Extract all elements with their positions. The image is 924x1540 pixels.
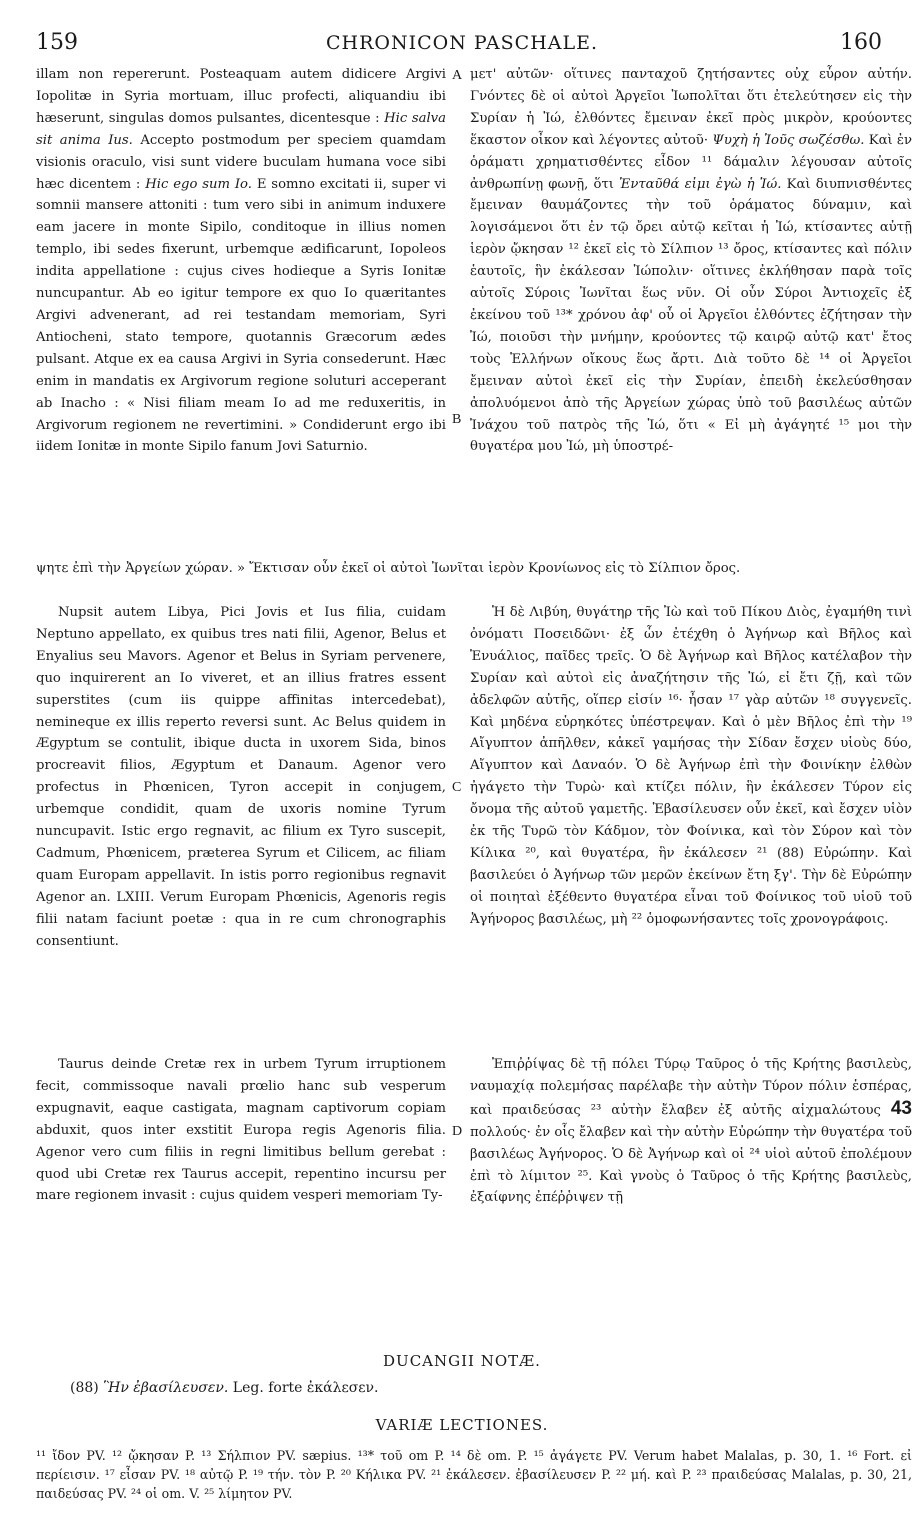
greek-paragraph-3: Ἐπιῤῥίψας δὲ τῇ πόλει Τύρῳ Ταῦρος ὁ τῆς Κρήτης βασιλεὺς, ναυμαχίᾳ πολεμήσας παρέλαβε τὴν αὐτὴν Τύρον πόλιν ἑσπέρας, καὶ πραιδεύσας ²³ αὐτὴν ἔλαβεν ἐξ αὐτῆς αἰχμαλώτους 43 πολλούς· ἐν οἷς ἔλαβεν καὶ τὴν αὐτὴν Εὐρώπην τὴν θυγατέρα τοῦ βασιλέως Ἀγήνορος. Ὁ δὲ Ἀγήνωρ καὶ οἱ ²⁴ υἱοὶ αὐτοῦ ἐπολέμουν ἐπὶ τὸ λίμιτον ²⁵. Καὶ γνοὺς ὁ Ταῦρος ὁ τῆς Κρήτης βασιλεὺς, ἐξαίφνης ἐπέῤῥιψεν τῇ xyxy=(470,1057,912,1206)
page-number-left: 159 xyxy=(36,30,78,55)
page-marker-number: 43 xyxy=(890,1097,912,1119)
latin-column-part1 xyxy=(36,64,446,458)
running-title: CHRONICON PASCHALE. xyxy=(325,32,599,54)
section-marker-b: B xyxy=(452,412,462,427)
varia-title: VARIÆ LECTIONES. xyxy=(375,1416,549,1434)
latin-paragraph-2: Nupsit autem Libya, Pici Jovis et Ius filia, cuidam Neptuno appellato, ex quibus tres nati filii, Agenor, Belus et Enyalius seu Mavors. Agenor et Belus in Syriam pervenere, quo inquirerent an Io viveret, et an illius fratres essent superstites (cum iis quippe affinitas intercedebat), nemineque ex illis reperto reversi sunt. Ac Belus quidem in Ægyptum se contulit, ibique ducta in uxorem Sida, binos procreavit filios, Ægyptum et Danaum. Agenor vero profectus in Phœnicen, Tyron accepit in conjugem, urbemque condidit, quam de uxoris nomine Tyrum nuncupavit. Istic ergo regnavit, ac filium ex Tyro suscepit, Cadmum, Phœnicem, præterea Syrum et Cilicem, ac filiam quam Europam appellavit. In istis porro regionibus regnavit Agenor an. LXIII. Verum Europam Phœnicis, Agenoris regis filii natam faciunt poetæ : qua in re cum chronographis consentiunt. xyxy=(36,605,446,949)
varia-text: ¹¹ ἴδον PV. ¹² ᾤκησαν P. ¹³ Σήλπιον PV. sæpius. ¹³* τοῦ om P. ¹⁴ δὲ om. P. ¹⁵ ἀγάγετε PV. Verum habet Malalas, p. 30, 1. ¹⁶ Fort. εἰ περίεισιν. ¹⁷ εἶσαν PV. ¹⁸ αὐτῷ P. ¹⁹ τήν. τὸν P. ²⁰ Κήλικα PV. ²¹ ἐκάλεσεν. ἐβασίλευσεν P. ²² μή. καὶ P. ²³ πραιδεύσας Malalas, p. 30, 21, παιδεύσας PV. ²⁴ οἱ om. V. ²⁵ λίμητον PV. xyxy=(36,1448,912,1501)
greek-column-part1 xyxy=(470,64,912,458)
latin-paragraph-3: Taurus deinde Cretæ rex in urbem Tyrum irruptionem fecit, commissoque navali prœlio hanc sub vesperum expugnavit, eaque castigata, magnam captivorum copiam abduxit, quos inter exstitit Europa regis Agenoris filia. Agenor vero cum filiis in regni limitibus bellum gerebat : quod ubi Cretæ rex Taurus accepit, repentino incursu per mare regionem invasit : cujus quidem vesperi memoriam Ty- xyxy=(36,1057,446,1204)
section-marker-a: A xyxy=(452,68,463,83)
note-88: (88) Ἣν ἐβασίλευσεν. Leg. forte ἐκάλεσεν. xyxy=(70,1380,379,1396)
section-marker-d: D xyxy=(452,1124,463,1139)
greek-paragraph-1: μετ' αὐτῶν· οἵτινες πανταχοῦ ζητήσαντες οὐχ εὗρον αὐτήν. Γνόντες δὲ οἱ αὐτοὶ Ἀργεῖοι Ἰωπολῖται ὅτι ἐτελεύτησεν εἰς τὴν Συρίαν ἡ Ἰώ, ἐλθόντες ἔμειναν ἐκεῖ πρὸς μικρὸν, κρούοντες ἕκαστον οἶκον καὶ λέγοντες αὐτοῦ· Ψυχὴ ἡ Ἰοῦς σωζέσθω. Καὶ ἐν ὁράματι χρηματισθέντες εἶδον ¹¹ δάμαλιν λέγουσαν αὐτοῖς ἀνθρωπίνῃ φωνῇ, ὅτι Ἐνταῦθά εἰμι ἐγὼ ἡ Ἰώ. Καὶ διυπνισθέντες ἔμειναν θαυμάζοντες τὴν τοῦ ὁράματος δύναμιν, καὶ λογισάμενοι ὅτι ἐν τῷ ὄρει αὐτῷ κεῖται ἡ Ἰώ, κτίσαντες αὐτῇ ἱερὸν ᾤκησαν ¹² ἐκεῖ εἰς τὸ Σίλπιον ¹³ ὄρος, κτίσαντες καὶ πόλιν ἑαυτοῖς, ἣν ἐκάλεσαν Ἰώπολιν· οἵτινες ἐκλήθησαν παρὰ τοῖς αὐτοῖς Σύροις Ἰωνῖται ἕως νῦν. Οἱ οὖν Σύροι Ἀντιοχεῖς ἐξ ἐκείνου τοῦ ¹³* χρόνου ἀφ' οὗ οἱ Ἀργεῖοι ἐλθόντες ἐζήτησαν τὴν Ἰώ, ποιοῦσι τὴν μνήμην, κρούοντες τῷ καιρῷ αὐτῷ κατ' ἔτος τοὺς Ἑλλήνων οἴκους ἕως ἄρτι. Διὰ τοῦτο δὲ ¹⁴ οἱ Ἀργεῖοι ἔμειναν αὐτοὶ ἐκεῖ εἰς τὴν Συρίαν, ἐπειδὴ ἐκελεύσθησαν ἀπολυόμενοι ἀπὸ τῆς Ἀργείων χώρας ὑπὸ τοῦ βασιλέως αὐτῶν Ἰνάχου τοῦ πατρὸς τῆς Ἰώ, ὅτι « Εἰ μὴ ἀγάγητέ ¹⁵ μοι τὴν θυγατέρα μου Ἰώ, μὴ ὑποστρέ- xyxy=(470,67,912,455)
varia-lectiones xyxy=(36,1446,912,1503)
greek-paragraph-2: Ἡ δὲ Λιβύη, θυγάτηρ τῆς Ἰὼ καὶ τοῦ Πίκου Διὸς, ἐγαμήθη τινὶ ὀνόματι Ποσειδῶνι· ἐξ ὧν ἐτέχθη ὁ Ἀγήνωρ καὶ Βῆλος καὶ Ἐνυάλιος, παῖδες τρεῖς. Ὁ δὲ Ἀγήνωρ καὶ Βῆλος κατέλαβον τὴν Συρίαν καὶ αὐτοὶ εἰς ἀναζήτησιν τῆς Ἰώ, εἰ ἔτι ζῇ, καὶ τῶν ἀδελφῶν αὐτῆς, οἵπερ εἰσίν ¹⁶· ἦσαν ¹⁷ γὰρ αὐτῶν ¹⁸ συγγενεῖς. Καὶ μηδένα εὑρηκότες ὑπέστρεψαν. Καὶ ὁ μὲν Βῆλος ἐπὶ τὴν ¹⁹ Αἴγυπτον ἀπῆλθεν, κἀκεῖ γαμήσας τὴν Σίδαν ἔσχεν υἱοὺς δύο, Αἴγυπτον καὶ Δαναόν. Ὁ δὲ Ἀγήνωρ ἐπὶ τὴν Φοινίκην ἐλθὼν ἠγάγετο τὴν Τυρὼ· καὶ κτίζει πόλιν, ἣν ἐκάλεσεν Τύρον εἰς ὄνομα τῆς αὐτοῦ γαμετῆς. Ἐβασίλευσεν οὖν ἐκεῖ, καὶ ἔσχεν υἱὸν ἐκ τῆς Τυρῶ τὸν Κάδμον, τὸν Φοίνικα, καὶ τὸν Σύρον καὶ τὸν Κίλικα ²⁰, καὶ θυγατέρα, ἣν ἐκάλεσεν ²¹ (88) Εὐρώπην. Καὶ βασιλεύει ὁ Ἀγήνωρ τῶν μερῶν ἐκείνων ἔτη ξγ'. Τὴν δὲ Εὐρώπην οἱ ποιηταὶ ἐξέθεντο θυγατέρα εἶναι τοῦ Φοίνικος τοῦ υἱοῦ τοῦ Ἀγήνορος βασιλέως, μὴ ²² ὁμοφωνήσαντες τοῖς χρονογράφοις. xyxy=(470,605,912,927)
greek-column-part2 xyxy=(470,602,912,931)
latin-column-part2 xyxy=(36,602,446,953)
greek-column-part3 xyxy=(470,1054,912,1209)
page-header xyxy=(0,30,924,64)
latin-column-part3 xyxy=(36,1054,446,1207)
page-number-right: 160 xyxy=(840,30,882,55)
section-marker-c: C xyxy=(452,780,462,795)
latin-paragraph-1: illam non repererunt. Posteaquam autem didicere Argivi Iopolitæ in Syria mortuam, illuc profecti, aliquandiu ibi hæserunt, singulas domos pulsantes, dicentesque : Hic salva sit anima Ius. Accepto postmodum per speciem quamdam visionis oraculo, visi sunt videre buculam humana voce sibi hæc dicentem : Hic ego sum Io. E somno excitati ii, super vi somnii mansere attoniti : tum vero sibi in animum induxere eam jacere in monte Sipilo, conditoque in illius nomen templo, ibi sedes fixerunt, urbemque ædificarunt, Iopoleos indita appellatione : cujus cives hodieque a Syris Ionitæ nuncupantur. Ab eo igitur tempore ex quo Io quæritantes Argivi advenerant, ad rei testandam memoriam, Syri Antiocheni, stato tempore, quotannis Græcorum ædes pulsant. Atque ex ea causa Argivi in Syria consederunt. Hæc enim in mandatis ex Argivorum regione soluturi acceperant ab Inacho : « Nisi filiam meam Io ad me reduxeritis, in Argivorum regionem ne revertimini. » Condiderunt ergo ibi iidem Ionitæ in monte Sipilo fanum Jovi Saturnio. xyxy=(36,67,446,455)
greek-tail-line: ψητε ἐπὶ τὴν Ἀργείων χώραν. » Ἔκτισαν οὖν ἐκεῖ οἱ αὐτοὶ Ἰωνῖται ἱερὸν Κρονίωνος εἰς τὸ Σίλπιον ὄρος. xyxy=(36,561,741,576)
notes-title: DUCANGII NOTÆ. xyxy=(383,1352,541,1370)
